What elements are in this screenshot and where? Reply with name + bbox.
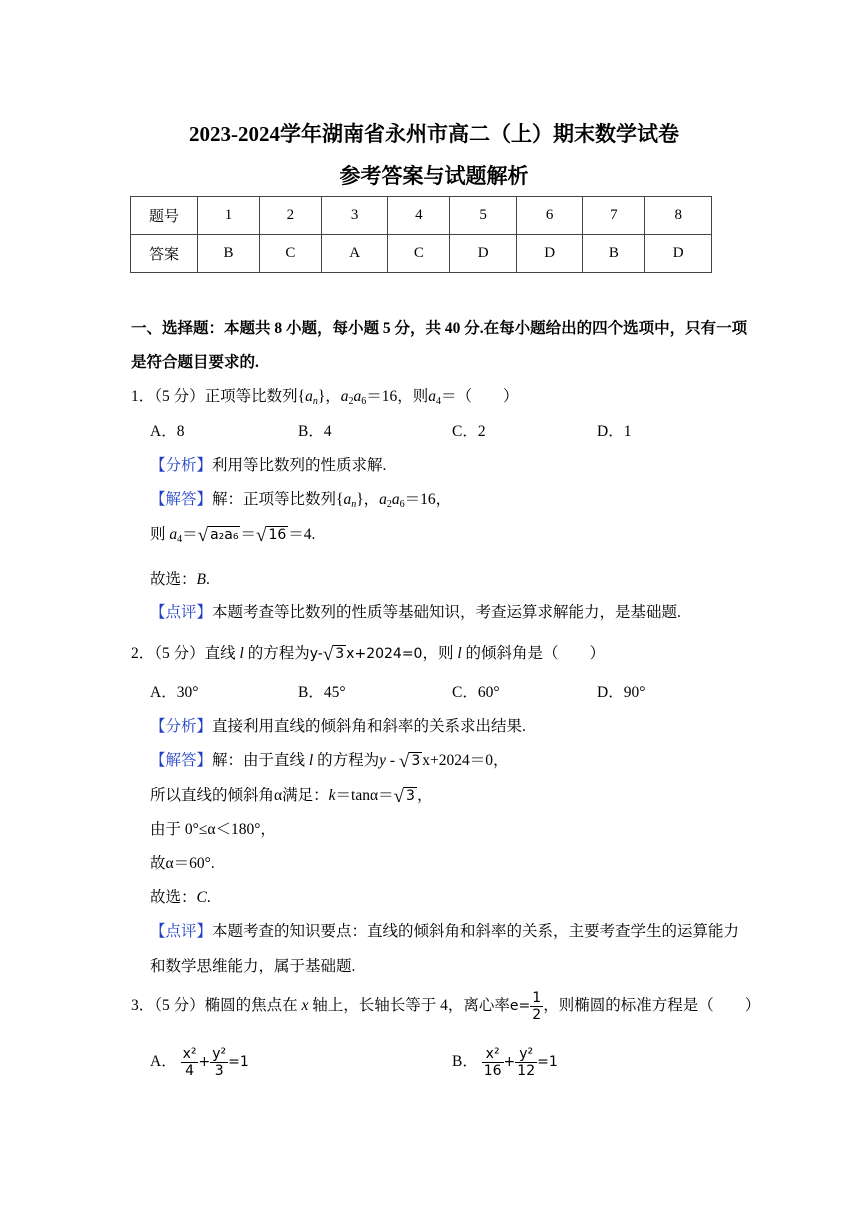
table-cell: 3 xyxy=(321,197,388,235)
q2-stem: 2．（5 分）直线 l 的方程为y-√ 3 x+2024=0，则 l 的倾斜角是（ ） xyxy=(131,644,606,665)
table-cell: 2 xyxy=(259,197,321,235)
answer-table-answer-row xyxy=(131,235,712,273)
table-cell: C xyxy=(388,235,450,273)
table-cell: C xyxy=(259,235,321,273)
table-cell: 4 xyxy=(388,197,450,235)
table-cell: 5 xyxy=(450,197,517,235)
solution-tag: 【解答】 xyxy=(150,491,213,508)
table-cell: A xyxy=(321,235,388,273)
table-cell: D xyxy=(645,235,712,273)
table-cell: 6 xyxy=(516,197,583,235)
table-cell: B xyxy=(198,235,260,273)
q2-option-b: B．45° xyxy=(298,684,346,701)
q2-solution-line2: 所以直线的倾斜角α满足：k＝tanα＝√ 3 ， xyxy=(150,786,433,807)
table-cell: D xyxy=(516,235,583,273)
solution-tag: 【解答】 xyxy=(150,752,213,769)
q3-option-b: B． $\frac{\text{x²}}{16}$ + $\frac{\text{y²}}{12}$ =1 xyxy=(452,1046,558,1079)
eccentricity-fraction: $\frac{1}{2}$ xyxy=(532,990,542,1023)
q1-stem: 1．（5 分）正项等比数列$\{a_n\}$，$a_2a_6=16$，则$a_4=$（ ） xyxy=(131,388,519,407)
q2-option-d: D．90° xyxy=(597,684,646,701)
table-cell: 1 xyxy=(198,197,260,235)
comment-tag: 【点评】 xyxy=(150,604,213,621)
q2-solution-line3: 由于 0°≤α＜180°， xyxy=(150,821,276,838)
table-cell: 7 xyxy=(583,197,645,235)
table-cell: 8 xyxy=(645,197,712,235)
q2-comment-line1: 【点评】本题考查的知识要点：直线的倾斜角和斜率的关系，主要考查学生的运算能力 xyxy=(150,923,740,940)
q3-option-a: A． $\frac{\text{x²}}{4}$ + $\frac{\text{y²}}{3}$ =1 xyxy=(150,1046,249,1079)
analysis-tag: 【分析】 xyxy=(150,718,213,735)
table-answer-label: 答案 xyxy=(131,235,198,273)
q1-option-c: C．2 xyxy=(452,423,486,440)
q1-analysis: 【分析】利用等比数列的性质求解. xyxy=(150,457,387,474)
table-cell: B xyxy=(583,235,645,273)
answer-table-number-row xyxy=(131,197,712,235)
q2-analysis: 【分析】直接利用直线的倾斜角和斜率的关系求出结果. xyxy=(150,718,526,735)
q2-option-a: A．30° xyxy=(150,684,199,701)
analysis-tag: 【分析】 xyxy=(150,457,213,474)
section-heading-line1: 一、选择题：本题共 8 小题，每小题 5 分，共 40 分.在每小题给出的四个选项中，只有一项 xyxy=(131,320,748,337)
table-cell: D xyxy=(450,235,517,273)
document-title: 2023-2024学年湖南省永州市高二（上）期末数学试卷 xyxy=(189,122,679,146)
q1-solution: 【解答】解：正项等比数列$\{a_n\}$，$a_2a_6=16$， xyxy=(150,491,452,510)
q2-comment-line2: 和数学思维能力，属于基础题. xyxy=(150,958,356,975)
q1-solution-equation: 则 $a_4=√$ a₂a₆ ＝√ 16 ＝4. xyxy=(150,525,316,546)
q1-option-a: A．8 xyxy=(150,423,185,440)
q1-comment: 【点评】本题考查等比数列的性质等基础知识，考查运算求解能力，是基础题. xyxy=(150,604,681,621)
q2-solution-line4: 故α＝60°. xyxy=(150,855,215,872)
table-header-label: 题号 xyxy=(131,197,198,235)
comment-tag: 【点评】 xyxy=(150,923,213,940)
q1-option-d: D．1 xyxy=(597,423,632,440)
q2-solution: 【解答】解：由于直线 l 的方程为y - √ 3 x+2024＝0， xyxy=(150,751,509,772)
q2-choose: 故选：C. xyxy=(150,889,211,906)
answer-table xyxy=(130,196,712,273)
q1-option-b: B．4 xyxy=(298,423,332,440)
q3-stem: 3．（5 分）椭圆的焦点在 x 轴上，长轴长等于 4，离心率e= $\frac{1}{2}$ ，则椭圆的标准方程是（ ） xyxy=(131,990,761,1023)
section-heading-line2: 是符合题目要求的. xyxy=(131,354,259,371)
q1-choose: 故选：B. xyxy=(150,571,210,588)
q2-option-c: C．60° xyxy=(452,684,500,701)
document-subtitle: 参考答案与试题解析 xyxy=(339,164,529,188)
